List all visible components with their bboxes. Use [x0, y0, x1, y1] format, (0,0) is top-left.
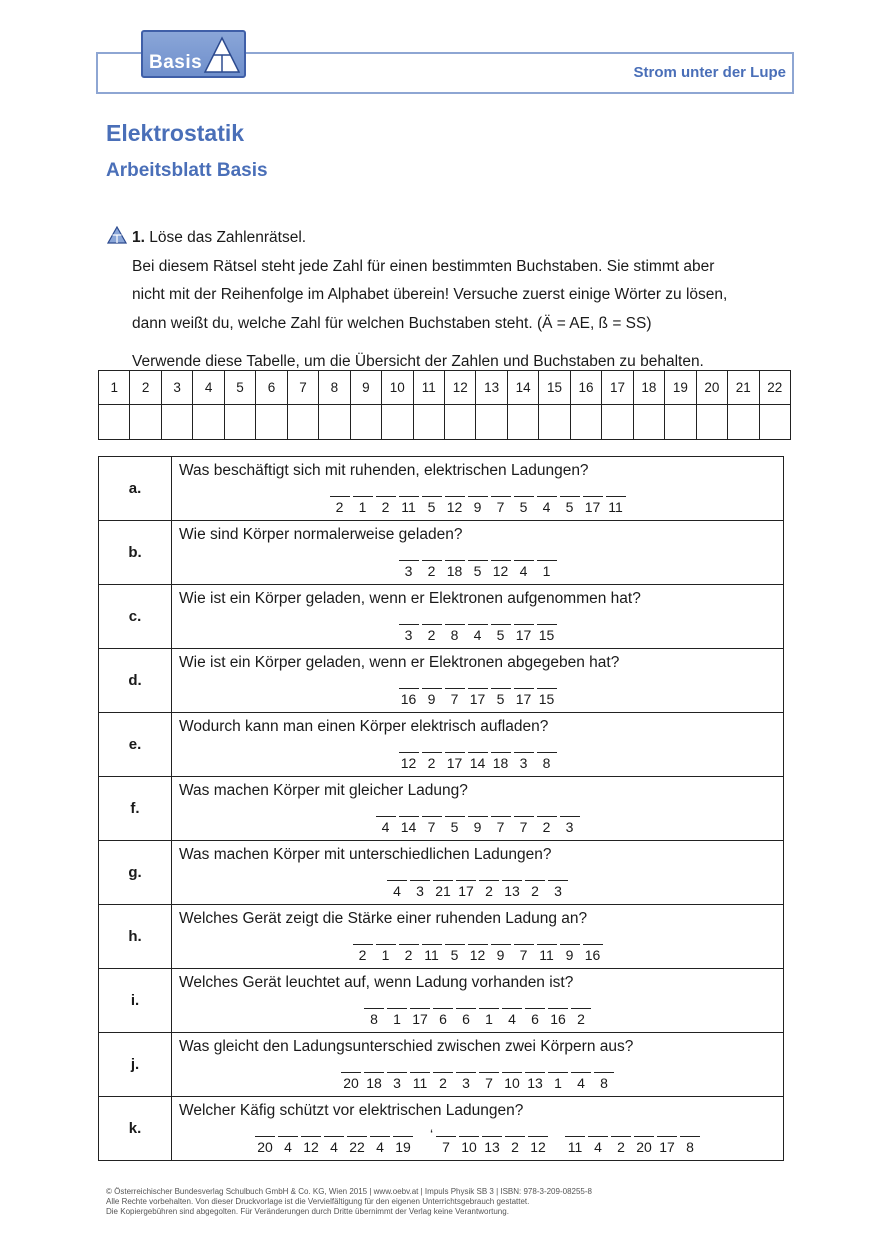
key-letter-cell[interactable] — [193, 405, 224, 440]
question-letter: e. — [99, 713, 172, 777]
key-number-cell: 17 — [602, 371, 633, 405]
answer-blank[interactable]: 1 — [537, 560, 557, 580]
answer-blank[interactable]: 11 — [537, 944, 557, 964]
answer-blank[interactable]: 6 — [456, 1008, 476, 1028]
answer-blank[interactable]: 1 — [479, 1008, 499, 1028]
question-text: Was machen Körper mit gleicher Ladung? — [179, 782, 468, 799]
answer-blank[interactable]: 5 — [514, 496, 534, 516]
answer-blank[interactable]: 2 — [353, 944, 373, 964]
question-text: Wie ist ein Körper geladen, wenn er Elektronen abgegeben hat? — [179, 654, 620, 671]
answer-blank[interactable]: 17 — [514, 688, 534, 708]
basis-logo — [141, 30, 246, 78]
answer-blank[interactable]: 3 — [560, 816, 580, 836]
key-number-cell: 8 — [319, 371, 350, 405]
key-letter-cell[interactable] — [476, 405, 507, 440]
key-number-cell: 4 — [193, 371, 224, 405]
answer-blank[interactable]: 12 — [301, 1136, 321, 1156]
answer-blank[interactable]: 21 — [433, 880, 453, 900]
answer-blank[interactable]: 8 — [680, 1136, 700, 1156]
key-number-cell: 2 — [130, 371, 161, 405]
answer-blank[interactable]: 2 — [330, 496, 350, 516]
answer-blank[interactable]: 4 — [387, 880, 407, 900]
basis-level-icon — [107, 226, 127, 244]
answer-blank[interactable]: 3 — [387, 1072, 407, 1092]
task-line: Bei diesem Rätsel steht jede Zahl für einen bestimmten Buchstaben. Sie stimmt aber — [132, 258, 715, 275]
answer-blank[interactable]: 22 — [347, 1136, 367, 1156]
answer-blank[interactable]: 8 — [364, 1008, 384, 1028]
key-number-cell: 6 — [256, 371, 287, 405]
key-letter-cell[interactable] — [728, 405, 759, 440]
answer-blank[interactable]: 18 — [445, 560, 465, 580]
key-number-cell: 10 — [382, 371, 413, 405]
answer-blank[interactable]: 18 — [364, 1072, 384, 1092]
question-text: Welcher Käfig schützt vor elektrischen Ladungen? — [179, 1102, 524, 1119]
key-letter-cell[interactable] — [539, 405, 570, 440]
key-letter-cell[interactable] — [665, 405, 696, 440]
key-number-cell: 18 — [633, 371, 664, 405]
answer-blank[interactable]: 15 — [537, 688, 557, 708]
pyramid-icon — [203, 36, 241, 74]
quiz-row — [99, 1033, 784, 1097]
answer-blanks — [172, 548, 783, 580]
answer-blanks — [172, 932, 783, 964]
task-number: 1. — [132, 229, 145, 246]
answer-blank[interactable]: 3 — [410, 880, 430, 900]
answer-blank[interactable]: 16 — [583, 944, 603, 964]
footer-line: Alle Rechte vorbehalten. Von dieser Druckvorlage ist die Vervielfältigung für den eigenen Unterrichtsgebrauch gestattet. — [106, 1197, 530, 1206]
answer-blank[interactable]: 17 — [583, 496, 603, 516]
answer-blank[interactable]: 12 — [399, 752, 419, 772]
question-text: Wie sind Körper normalerweise geladen? — [179, 526, 463, 543]
quiz-row — [99, 521, 784, 585]
answer-blank[interactable]: 7 — [422, 816, 442, 836]
key-number-cell: 9 — [350, 371, 381, 405]
answer-blank[interactable]: 18 — [491, 752, 511, 772]
answer-blank[interactable]: 5 — [468, 560, 488, 580]
answer-blank[interactable]: 16 — [548, 1008, 568, 1028]
answer-blank[interactable]: 17 — [657, 1136, 677, 1156]
answer-blank[interactable]: 2 — [537, 816, 557, 836]
answer-blank[interactable]: 10 — [459, 1136, 479, 1156]
answer-blank[interactable]: 4 — [376, 816, 396, 836]
answer-blank[interactable]: 2 — [422, 560, 442, 580]
header-series-title: Strom unter der Lupe — [633, 64, 786, 81]
key-number-cell: 13 — [476, 371, 507, 405]
answer-blank[interactable]: 7 — [479, 1072, 499, 1092]
answer-blanks — [172, 484, 783, 516]
key-number-cell: 5 — [224, 371, 255, 405]
answer-blanks — [172, 1060, 783, 1092]
answer-blank[interactable]: 3 — [548, 880, 568, 900]
answer-blank[interactable]: 4 — [468, 624, 488, 644]
answer-blank[interactable]: 7 — [514, 816, 534, 836]
quiz-row — [99, 841, 784, 905]
key-letter-cell[interactable] — [224, 405, 255, 440]
footer-line: Die Kopiergebühren sind abgegolten. Für Veränderungen durch Dritte übernimmt der Verlag keine Verantwortung. — [106, 1207, 509, 1216]
key-letter-cell[interactable] — [444, 405, 475, 440]
answer-blank[interactable]: 2 — [399, 944, 419, 964]
key-number-cell: 14 — [507, 371, 538, 405]
key-letter-cell[interactable] — [256, 405, 287, 440]
footer-line: © Österreichischer Bundesverlag Schulbuch GmbH & Co. KG, Wien 2015 | www.oebv.at | Impuls Physik SB 3 | ISBN: 978-3-209-08255-8 — [106, 1187, 592, 1196]
question-cell — [172, 841, 784, 905]
answer-blank[interactable]: 4 — [571, 1072, 591, 1092]
question-letter: f. — [99, 777, 172, 841]
question-text: Welches Gerät zeigt die Stärke einer ruhenden Ladung an? — [179, 910, 588, 927]
answer-blanks — [172, 868, 783, 900]
answer-blank[interactable]: 7 — [491, 816, 511, 836]
key-letter-cell[interactable] — [382, 405, 413, 440]
key-number-cell: 12 — [444, 371, 475, 405]
key-number-cell: 11 — [413, 371, 444, 405]
answer-blank[interactable]: 13 — [525, 1072, 545, 1092]
answer-blank[interactable]: 3 — [399, 560, 419, 580]
question-text: Was gleicht den Ladungsunterschied zwischen zwei Körpern aus? — [179, 1038, 634, 1055]
quiz-row — [99, 905, 784, 969]
question-letter: i. — [99, 969, 172, 1033]
answer-blanks — [172, 996, 783, 1028]
answer-blank[interactable]: 20 — [255, 1136, 275, 1156]
answer-blank[interactable]: 2 — [422, 624, 442, 644]
answer-blanks — [172, 612, 783, 644]
answer-blank[interactable]: 9 — [491, 944, 511, 964]
answer-blank[interactable]: 16 — [399, 688, 419, 708]
answer-blank[interactable]: 3 — [514, 752, 534, 772]
answer-blank[interactable]: 9 — [560, 944, 580, 964]
answer-blank[interactable]: 7 — [445, 688, 465, 708]
answer-blank[interactable]: 2 — [571, 1008, 591, 1028]
answer-blank[interactable]: 13 — [502, 880, 522, 900]
key-letter-cell[interactable] — [161, 405, 192, 440]
quiz-row — [99, 969, 784, 1033]
question-cell — [172, 777, 784, 841]
answer-blank[interactable]: 11 — [606, 496, 626, 516]
answer-blank[interactable]: 4 — [514, 560, 534, 580]
key-letter-cell[interactable] — [633, 405, 664, 440]
answer-blank[interactable]: 8 — [445, 624, 465, 644]
key-letter-cell[interactable] — [413, 405, 444, 440]
answer-blank[interactable]: 7 — [491, 496, 511, 516]
answer-blank[interactable]: 5 — [491, 624, 511, 644]
letter-key-table — [98, 370, 791, 440]
answer-blanks — [172, 1124, 783, 1156]
key-letter-cell[interactable] — [350, 405, 381, 440]
answer-blank[interactable]: 20 — [341, 1072, 361, 1092]
question-cell — [172, 585, 784, 649]
key-letter-cell[interactable] — [759, 405, 790, 440]
question-cell — [172, 457, 784, 521]
quiz-row — [99, 777, 784, 841]
answer-blank[interactable]: 8 — [594, 1072, 614, 1092]
answer-blank[interactable]: 14 — [468, 752, 488, 772]
key-number-cell: 15 — [539, 371, 570, 405]
answer-blank[interactable]: 9 — [468, 496, 488, 516]
answer-blank[interactable]: 4 — [278, 1136, 298, 1156]
answer-blank[interactable]: 17 — [514, 624, 534, 644]
answer-blank[interactable]: 5 — [560, 496, 580, 516]
answer-blank[interactable]: 6 — [433, 1008, 453, 1028]
answer-blank[interactable]: 17 — [445, 752, 465, 772]
key-number-cell: 7 — [287, 371, 318, 405]
question-letter: h. — [99, 905, 172, 969]
answer-blank[interactable]: 5 — [422, 496, 442, 516]
key-number-cell: 3 — [161, 371, 192, 405]
answer-blank[interactable]: 1 — [353, 496, 373, 516]
answer-blank[interactable]: 4 — [537, 496, 557, 516]
answer-blank[interactable]: 2 — [525, 880, 545, 900]
answer-blank[interactable]: 11 — [422, 944, 442, 964]
answer-blank[interactable]: 3 — [399, 624, 419, 644]
answer-blank[interactable]: 4 — [502, 1008, 522, 1028]
answer-blank[interactable]: 9 — [422, 688, 442, 708]
question-cell — [172, 1033, 784, 1097]
question-letter: c. — [99, 585, 172, 649]
answer-blank[interactable]: 14 — [399, 816, 419, 836]
answer-blank[interactable]: 5 — [491, 688, 511, 708]
answer-blank[interactable]: 5 — [445, 816, 465, 836]
key-letter-cell[interactable] — [99, 405, 130, 440]
answer-blank[interactable]: 12 — [468, 944, 488, 964]
answer-blank[interactable]: 7 — [436, 1136, 456, 1156]
answer-blank[interactable]: 17 — [468, 688, 488, 708]
quiz-row — [99, 1097, 784, 1161]
key-number-cell: 1 — [99, 371, 130, 405]
answer-blank[interactable]: 20 — [634, 1136, 654, 1156]
key-number-cell: 21 — [728, 371, 759, 405]
answer-blank[interactable]: 11 — [410, 1072, 430, 1092]
question-letter: k. — [99, 1097, 172, 1161]
key-number-cell: 19 — [665, 371, 696, 405]
answer-blank[interactable]: 12 — [491, 560, 511, 580]
question-letter: g. — [99, 841, 172, 905]
answer-blank[interactable]: 3 — [456, 1072, 476, 1092]
answer-blank[interactable]: 2 — [433, 1072, 453, 1092]
answer-blank[interactable]: 10 — [502, 1072, 522, 1092]
key-letter-cell[interactable] — [319, 405, 350, 440]
answer-blanks — [172, 740, 783, 772]
question-cell — [172, 1097, 784, 1161]
task-line: dann weißt du, welche Zahl für welchen Buchstaben steht. (Ä = AE, ß = SS) — [132, 315, 652, 332]
answer-blank[interactable]: 1 — [376, 944, 396, 964]
answer-blank[interactable]: 4 — [370, 1136, 390, 1156]
question-cell — [172, 969, 784, 1033]
page-subtitle: Arbeitsblatt Basis — [106, 160, 268, 181]
answer-blank[interactable]: 11 — [565, 1136, 585, 1156]
table-hint: Verwende diese Tabelle, um die Übersicht der Zahlen und Buchstaben zu behalten. — [132, 353, 704, 370]
answer-blank[interactable]: 5 — [445, 944, 465, 964]
answer-blank[interactable]: 8 — [537, 752, 557, 772]
question-text: Was machen Körper mit unterschiedlichen Ladungen? — [179, 846, 552, 863]
answer-blanks — [172, 676, 783, 708]
logo-text: Basis — [149, 52, 203, 73]
key-number-cell: 20 — [696, 371, 727, 405]
key-letter-cell[interactable] — [602, 405, 633, 440]
key-letter-cell[interactable] — [130, 405, 161, 440]
answer-blank[interactable]: 2 — [611, 1136, 631, 1156]
key-letter-cell[interactable] — [696, 405, 727, 440]
quiz-table — [98, 456, 784, 1161]
answer-blank[interactable]: 4 — [588, 1136, 608, 1156]
answer-blank[interactable]: 2 — [422, 752, 442, 772]
answer-blank[interactable]: 2 — [376, 496, 396, 516]
question-text: Welches Gerät leuchtet auf, wenn Ladung vorhanden ist? — [179, 974, 574, 991]
answer-blank[interactable]: 17 — [456, 880, 476, 900]
quiz-row — [99, 713, 784, 777]
page-title: Elektrostatik — [106, 120, 245, 146]
task-line: nicht mit der Reihenfolge im Alphabet überein! Versuche zuerst einige Wörter zu lösen, — [132, 286, 728, 303]
answer-blank[interactable]: 9 — [468, 816, 488, 836]
quiz-row — [99, 649, 784, 713]
footer — [106, 1187, 592, 1217]
question-text: Wie ist ein Körper geladen, wenn er Elektronen aufgenommen hat? — [179, 590, 641, 607]
question-cell — [172, 649, 784, 713]
answer-blanks — [172, 804, 783, 836]
answer-blank[interactable]: 7 — [514, 944, 534, 964]
answer-blank[interactable]: 19 — [393, 1136, 413, 1156]
answer-blank[interactable]: 12 — [528, 1136, 548, 1156]
answer-blank[interactable]: 2 — [479, 880, 499, 900]
question-letter: b. — [99, 521, 172, 585]
key-letter-cell[interactable] — [570, 405, 601, 440]
answer-blank[interactable]: 12 — [445, 496, 465, 516]
question-cell — [172, 713, 784, 777]
task-heading-text: Löse das Zahlenrätsel. — [149, 229, 307, 246]
answer-blank[interactable]: 15 — [537, 624, 557, 644]
apostrophe: ‘ — [429, 1126, 434, 1142]
key-number-cell: 22 — [759, 371, 790, 405]
key-letter-cell[interactable] — [287, 405, 318, 440]
answer-blank[interactable]: 17 — [410, 1008, 430, 1028]
key-number-cell: 16 — [570, 371, 601, 405]
question-text: Was beschäftigt sich mit ruhenden, elektrischen Ladungen? — [179, 462, 589, 479]
quiz-row — [99, 457, 784, 521]
answer-blank[interactable]: 2 — [505, 1136, 525, 1156]
quiz-row — [99, 585, 784, 649]
task-heading — [132, 229, 306, 247]
question-text: Wodurch kann man einen Körper elektrisch aufladen? — [179, 718, 549, 735]
question-letter: a. — [99, 457, 172, 521]
answer-blank[interactable]: 11 — [399, 496, 419, 516]
question-cell — [172, 521, 784, 585]
answer-blank[interactable]: 13 — [482, 1136, 502, 1156]
answer-blank[interactable]: 1 — [548, 1072, 568, 1092]
question-cell — [172, 905, 784, 969]
answer-blank[interactable]: 1 — [387, 1008, 407, 1028]
answer-blank[interactable]: 4 — [324, 1136, 344, 1156]
question-letter: j. — [99, 1033, 172, 1097]
answer-blank[interactable]: 6 — [525, 1008, 545, 1028]
key-letter-cell[interactable] — [507, 405, 538, 440]
question-letter: d. — [99, 649, 172, 713]
